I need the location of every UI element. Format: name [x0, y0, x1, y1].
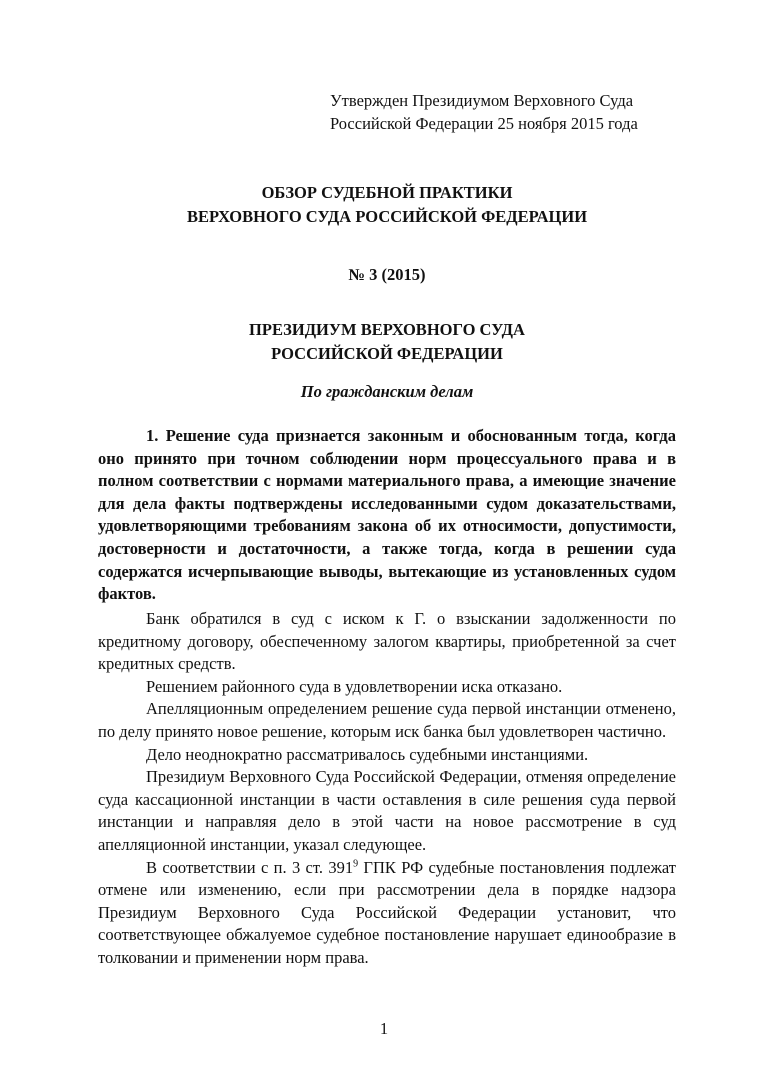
- presidium-line-2: РОССИЙСКОЙ ФЕДЕРАЦИИ: [271, 344, 503, 363]
- paragraph-6-start: В соответствии с п. 3 ст. 391: [146, 857, 354, 877]
- paragraph-3: Апелляционным определением решение суда первой инстанции отменено, по делу принято новое решение, которым иск банка был удовлетворен частично.: [98, 699, 676, 741]
- approval-note: [330, 89, 638, 135]
- paragraph-6: [98, 857, 676, 970]
- title-line-2: ВЕРХОВНОГО СУДА РОССИЙСКОЙ ФЕДЕРАЦИИ: [186, 207, 588, 226]
- document-title: [98, 181, 676, 229]
- section-heading: По гражданским делам: [300, 382, 474, 401]
- thesis-paragraph: 1. Решение суда признается законным и обоснованным тогда, когда оно принято при точном соблюдении норм процессуального права и в полном соответствии с нормами материального права, а имеющие значение для дела факты подтверждены исследованными судом доказательствами, удовлетворяющими требованиям закона об их относимости, допустимости, достоверности и достаточности, а также тогда, когда в решении суда содержатся исчерпывающие выводы, вытекающие из установленных судом фактов.: [98, 426, 676, 604]
- paragraph-6-end: ГПК РФ судебные постановления подлежат отмене или изменению, если при рассмотрении дела в порядке надзора Президиум Верховного Суда Российской Федерации установит, что соответствующее обжалуемое судебное постановление нарушает единообразие в толковании и применении норм права.: [98, 857, 676, 967]
- paragraph-5: Президиум Верховного Суда Российской Федерации, отменяя определение суда кассационной инстанции в части оставления в силе решения суда первой инстанции и направляя дело в этой части на новое рассмотрение в суд апелляционной инстанции, указал следующее.: [98, 767, 676, 854]
- article-superscript: 9: [353, 858, 359, 870]
- approval-line-2: Российской Федерации 25 ноября 2015 года: [330, 114, 638, 133]
- thesis-block: [98, 425, 676, 606]
- approval-line-1: Утвержден Президиумом Верховного Суда: [330, 91, 634, 110]
- title-line-1: ОБЗОР СУДЕБНОЙ ПРАКТИКИ: [261, 183, 513, 202]
- paragraph-1: Банк обратился в суд с иском к Г. о взыскании задолженности по кредитному договору, обеспеченному залогом квартиры, приобретенной за счет кредитных средств.: [98, 609, 676, 674]
- paragraph-2: Решением районного суда в удовлетворении иска отказано.: [146, 676, 563, 696]
- presidium-line-1: ПРЕЗИДИУМ ВЕРХОВНОГО СУДА: [249, 320, 525, 339]
- presidium-heading: [98, 318, 676, 366]
- issue-number: № 3 (2015): [348, 265, 426, 284]
- page-number: 1: [379, 1019, 389, 1038]
- paragraph-4: Дело неоднократно рассматривалось судебными инстанциями.: [146, 744, 589, 764]
- body-paragraphs: [98, 608, 676, 970]
